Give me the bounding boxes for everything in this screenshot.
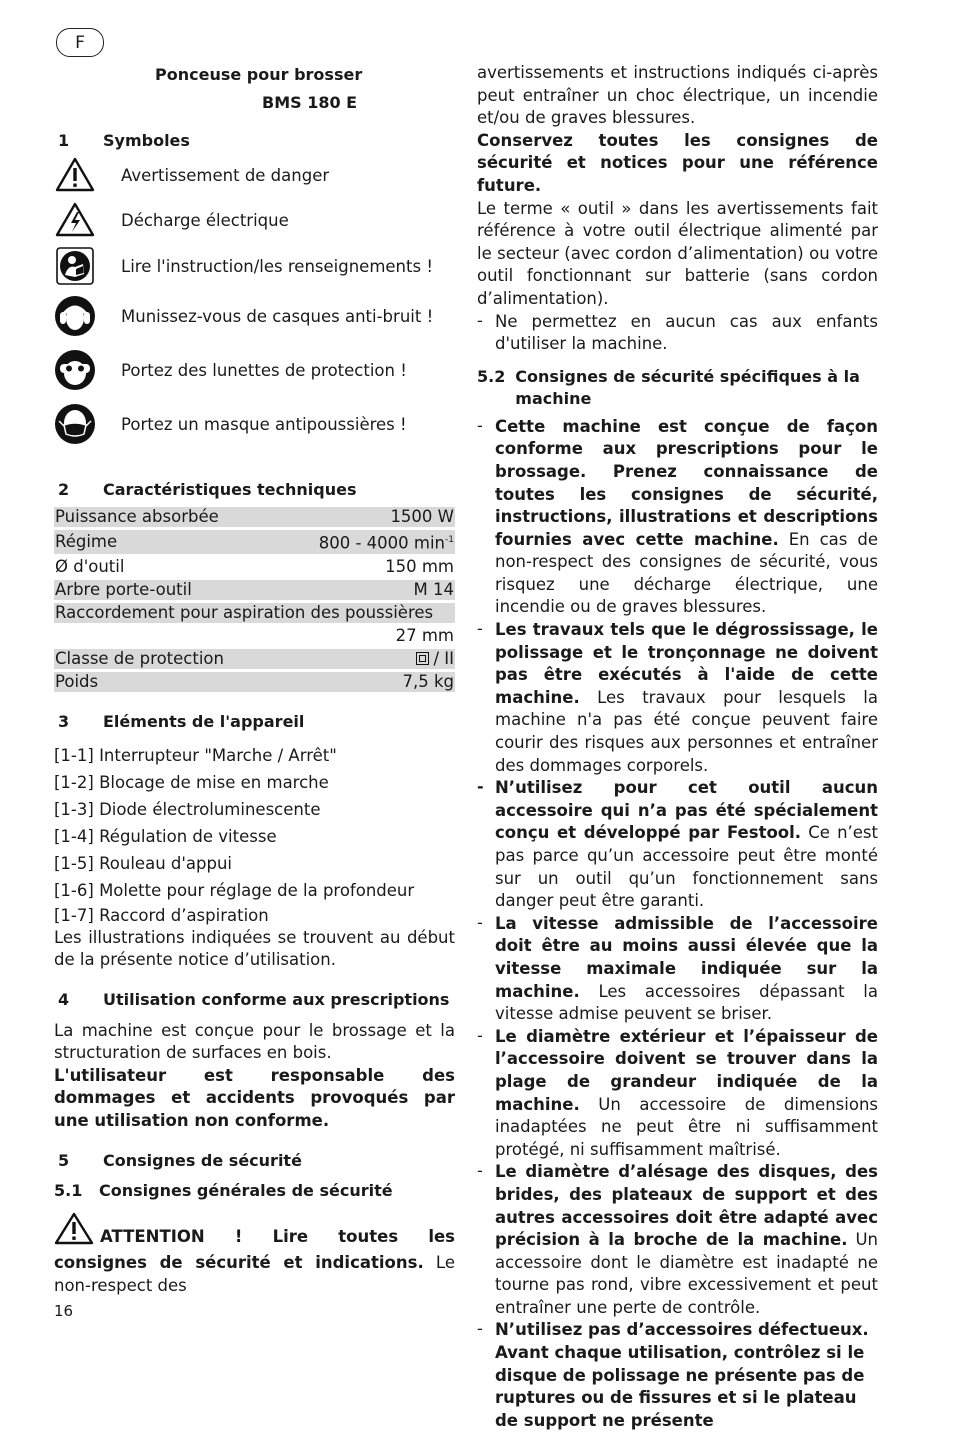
symbol-row <box>54 153 455 197</box>
symbol-label: Portez des lunettes de protection ! <box>121 360 407 380</box>
symbol-row <box>54 397 455 451</box>
symbol-row <box>54 197 455 243</box>
attention-paragraph: ATTENTION ! Lire toutes les consignes de sécurité et indications. Le non-respect des <box>54 1212 455 1298</box>
table-row: Arbre porte-outil M 14 <box>55 579 454 599</box>
section-1-heading: 1 Symboles <box>58 131 190 150</box>
list-item: - La vitesse admissible de l’accessoire doit être au moins aussi élevée que la vitesse maximale indiquée sur la machine. Les accessoires dépassant la vitesse admise peuvent se briser. <box>477 912 878 1024</box>
table-row: Puissance absorbée 1500 W <box>55 507 454 526</box>
symbols-list <box>54 153 455 451</box>
read-manual-icon <box>54 245 96 287</box>
attention-continuation: avertissements et instructions indiqués ci-après peut entraîner un choc électrique, un incendie et/ou de graves blessures. <box>477 63 878 128</box>
illustration-note: Les illustrations indiquées se trouvent au début de la présente notice d’utilisation. <box>54 927 455 970</box>
parts-list <box>54 742 455 927</box>
list-item: [1-2] Blocage de mise en marche <box>54 772 329 792</box>
list-item: - Le diamètre extérieur et l’épaisseur de l’accessoire doivent se trouver dans la plage de grandeur indiquée de la machine. Un accessoire de dimensions inadaptées ne peut être ni suffisamment protégé, ni suffisamment maîtrisé. <box>477 1025 878 1159</box>
list-item: [1-4] Régulation de vitesse <box>54 826 277 846</box>
right-column-content <box>477 62 878 1432</box>
dust-mask-icon <box>54 403 96 445</box>
list-item: - Le diamètre d’alésage des disques, des brides, des plateaux de support et des autres accessoires doit être adapté avec précision à la broche de la machine. Un accessoire dont le diamètre est inadapté ne tourne pas rond, vibre excessivement et peut entraîner une perte de contrôle. <box>477 1161 878 1317</box>
list-item: [1-3] Diode électroluminescente <box>54 799 321 819</box>
table-row: Régime 800 - 4000 $\min^{-1}$ <box>55 531 454 553</box>
symbol-row <box>54 289 455 343</box>
language-badge: F <box>56 28 104 57</box>
double-insulation-icon <box>416 652 429 665</box>
list-item: [1-5] Rouleau d'appui <box>54 853 233 873</box>
symbol-row <box>54 343 455 397</box>
warning-triangle-icon <box>54 1212 94 1253</box>
electric-shock-icon <box>54 199 96 241</box>
specific-safety-list <box>477 416 878 1432</box>
responsibility-text: L'utilisateur est responsable des dommages et accidents provoqués par une utilisation non conforme. <box>54 1065 455 1131</box>
symbol-label: Avertissement de danger <box>121 165 330 185</box>
symbol-row <box>54 243 455 289</box>
section-5-heading: 5 Consignes de sécurité <box>58 1150 302 1170</box>
product-model: BMS 180 E <box>262 93 358 112</box>
section-5-2-heading: 5.2 Consignes de sécurité spécifiques à la machine <box>477 366 860 408</box>
left-column <box>54 62 455 1297</box>
symbol-label: Décharge électrique <box>121 210 289 230</box>
list-item: - Les travaux tels que le dégrossissage, le polissage et le tronçonnage ne doivent pas être exécutés à l'aide de cette machine. Les travaux pour lesquels la machine n'a pas été conçue peuvent faire courir des risques aux personnes et entraîner des dommages corporels. <box>477 619 878 775</box>
ear-protection-icon <box>54 295 96 337</box>
product-title: Ponceuse pour brosser <box>155 65 363 84</box>
list-item: - N’utilisez pas d’accessoires défectueux. Avant chaque utilisation, contrôlez si le disque de polissage ne présente pas de ruptures ou de fissures et si le plateau de support ne présente <box>477 1319 869 1430</box>
section-4-heading: 4 Utilisation conforme aux prescriptions <box>58 989 450 1009</box>
list-item: [1-1] Interrupteur "Marche / Arrêt" <box>54 745 337 765</box>
symbol-label: Lire l'instruction/les renseignements ! <box>121 256 433 276</box>
list-item: [1-7] Raccord d’aspiration <box>54 905 269 925</box>
list-item: - N’utilisez pour cet outil aucun accessoire qui n’a pas été spécialement conçu et développé par Festool. Ce n’est pas parce qu’un accessoire peut être monté sur un outil qu’un fonctionnement sans danger peut être garanti. <box>477 777 878 911</box>
section-2-heading: 2 Caractéristiques techniques <box>58 480 357 499</box>
intended-use-text: La machine est conçue pour le brossage et la structuration de surfaces en bois. <box>54 1020 455 1063</box>
table-row: Classe de protection / II <box>55 648 454 668</box>
term-definition-text: Le terme « outil » dans les avertissements fait référence à votre outil électrique alimenté par le secteur (avec cordon d’alimentation) ou votre outil fonctionnant sur batterie (sans cordon d’alimentation). <box>477 198 878 308</box>
table-row: Ø d'outil 150 mm <box>55 556 454 576</box>
list-item: - Ne permettez en aucun cas aux enfants d'utiliser la machine. <box>477 310 878 354</box>
spec-table <box>54 504 455 695</box>
section-5-1-heading: 5.1 Consignes générales de sécurité <box>54 1180 393 1200</box>
warning-triangle-icon <box>54 154 96 196</box>
table-row: Raccordement pour aspiration des poussières <box>54 603 455 623</box>
symbol-label: Munissez-vous de casques anti-bruit ! <box>121 306 434 326</box>
eye-protection-icon <box>54 349 96 391</box>
list-item: [1-6] Molette pour réglage de la profondeur <box>54 880 415 900</box>
list-item: - Cette machine est conçue de façon conforme aux prescriptions pour le brossage. Prenez connaissance de toutes les consignes de sécurité, instructions, illustrations et descriptions fournies avec cette machine. En cas de non-respect des consignes de sécurité, vous risquez une décharge électrique, une incendie ou de graves blessures. <box>477 415 878 617</box>
keep-instructions-text: Conservez toutes les consignes de sécurité et notices pour une référence future. <box>477 130 878 195</box>
table-row: Poids 7,5 kg <box>55 671 454 691</box>
section-3-heading: 3 Eléments de l'appareil <box>58 711 305 731</box>
table-row: 27 mm <box>395 625 454 645</box>
symbol-label: Portez un masque antipoussières ! <box>121 414 407 434</box>
page-number: 16 <box>54 1302 74 1320</box>
